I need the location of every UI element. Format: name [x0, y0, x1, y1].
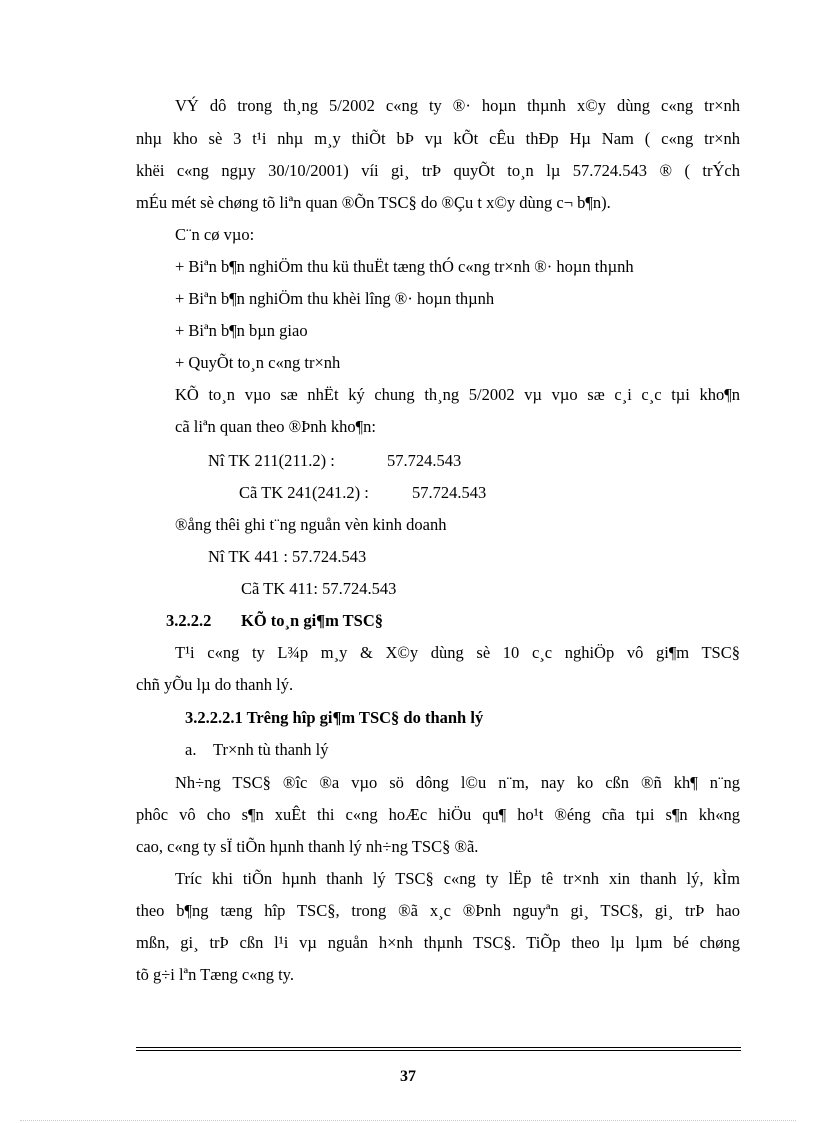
paragraph-line: KÕ to¸n vµo sæ nhËt ký chung th¸ng 5/2002 vµ vµo sæ c¸i c¸c tµi kho¶n	[175, 385, 740, 404]
page-number: 37	[400, 1068, 416, 1085]
list-item: + Biªn b¶n nghiÖm thu khèi lîng ®· hoµn thµnh	[175, 289, 495, 308]
section-number: 3.2.2.2	[166, 611, 212, 630]
paragraph-line: C¨n cø vµo:	[175, 225, 255, 244]
paragraph-line: mÉu mét sè chøng tõ liªn quan ®Õn TSC§ do ®Çu t x©y dùng c¬ b¶n).	[136, 193, 611, 212]
section-title: KÕ to¸n gi¶m TSC§	[241, 611, 383, 630]
paragraph-line: tõ g÷i lªn Tæng c«ng ty.	[136, 965, 294, 984]
paragraph-line: chñ yÕu lµ do thanh lý.	[136, 675, 294, 694]
paragraph-line: phôc vô cho s¶n xuÊt thi c«ng hoÆc hiÖu qu¶ ho¹t ®éng cña tµi s¶n kh«ng	[136, 805, 740, 824]
list-heading: Tr×nh tù thanh lý	[213, 740, 329, 759]
paragraph-line: Nh÷ng TSC§ ®îc ®a vµo sö dông l©u n¨m, nay ko cßn ®ñ kh¶ n¨ng	[175, 773, 740, 792]
subsection-heading: 3.2.2.2.1 Trêng hîp gi¶m TSC§ do thanh lý	[185, 708, 484, 727]
footer-rule-top	[136, 1047, 741, 1048]
paragraph-line: khëi c«ng ngµy 30/10/2001) víi gi¸ trÞ quyÕt to¸n lµ 57.724.543 ® ( trÝch	[136, 161, 740, 180]
page-edge-divider	[20, 1120, 796, 1121]
entry-debit-label: Nî TK 211(211.2) :	[208, 451, 335, 470]
paragraph-line: mßn, gi¸ trÞ cßn l¹i vµ nguån h×nh thµnh TSC§. TiÕp theo lµ lµm bé chøng	[136, 933, 740, 952]
paragraph-line: T¹i c«ng ty L¾p m¸y & X©y dùng sè 10 c¸c nghiÖp vô gi¶m TSC§	[175, 643, 740, 662]
entry-debit: Nî TK 441 : 57.724.543	[208, 547, 367, 566]
paragraph-line: cã liªn quan theo ®Þnh kho¶n:	[175, 417, 376, 436]
paragraph-line: ®ång thêi ghi t¨ng nguån vèn kinh doanh	[175, 515, 447, 534]
paragraph-line: Tríc khi tiÕn hµnh thanh lý TSC§ c«ng ty lËp tê tr×nh xin thanh lý, kÌm	[175, 869, 740, 888]
paragraph-line: theo b¶ng tæng hîp TSC§, trong ®ã x¸c ®Þnh nguyªn gi¸ TSC§, gi¸ trÞ hao	[136, 901, 740, 920]
paragraph-line: nhµ kho sè 3 t¹i nhµ m¸y thiÕt bÞ vµ kÕt cÊu thÐp Hµ Nam ( c«ng tr×nh	[136, 129, 740, 148]
footer-rule-bottom	[136, 1050, 741, 1051]
list-marker: a.	[185, 740, 197, 759]
list-item: + Biªn b¶n nghiÖm thu kü thuËt tæng thÓ c«ng tr×nh ®· hoµn thµnh	[175, 257, 634, 276]
paragraph-line: cao, c«ng ty sÏ tiÕn hµnh thanh lý nh÷ng TSC§ ®ã.	[136, 837, 479, 856]
list-item: + QuyÕt to¸n c«ng tr×nh	[175, 353, 341, 372]
list-item: + Biªn b¶n bµn giao	[175, 321, 308, 340]
paragraph-line: VÝ dô trong th¸ng 5/2002 c«ng ty ®· hoµn thµnh x©y dùng c«ng tr×nh	[175, 96, 740, 115]
entry-debit-amount: 57.724.543	[387, 451, 462, 470]
entry-credit: Cã TK 411: 57.724.543	[241, 579, 397, 598]
entry-credit-label: Cã TK 241(241.2) :	[239, 483, 369, 502]
entry-credit-amount: 57.724.543	[412, 483, 487, 502]
